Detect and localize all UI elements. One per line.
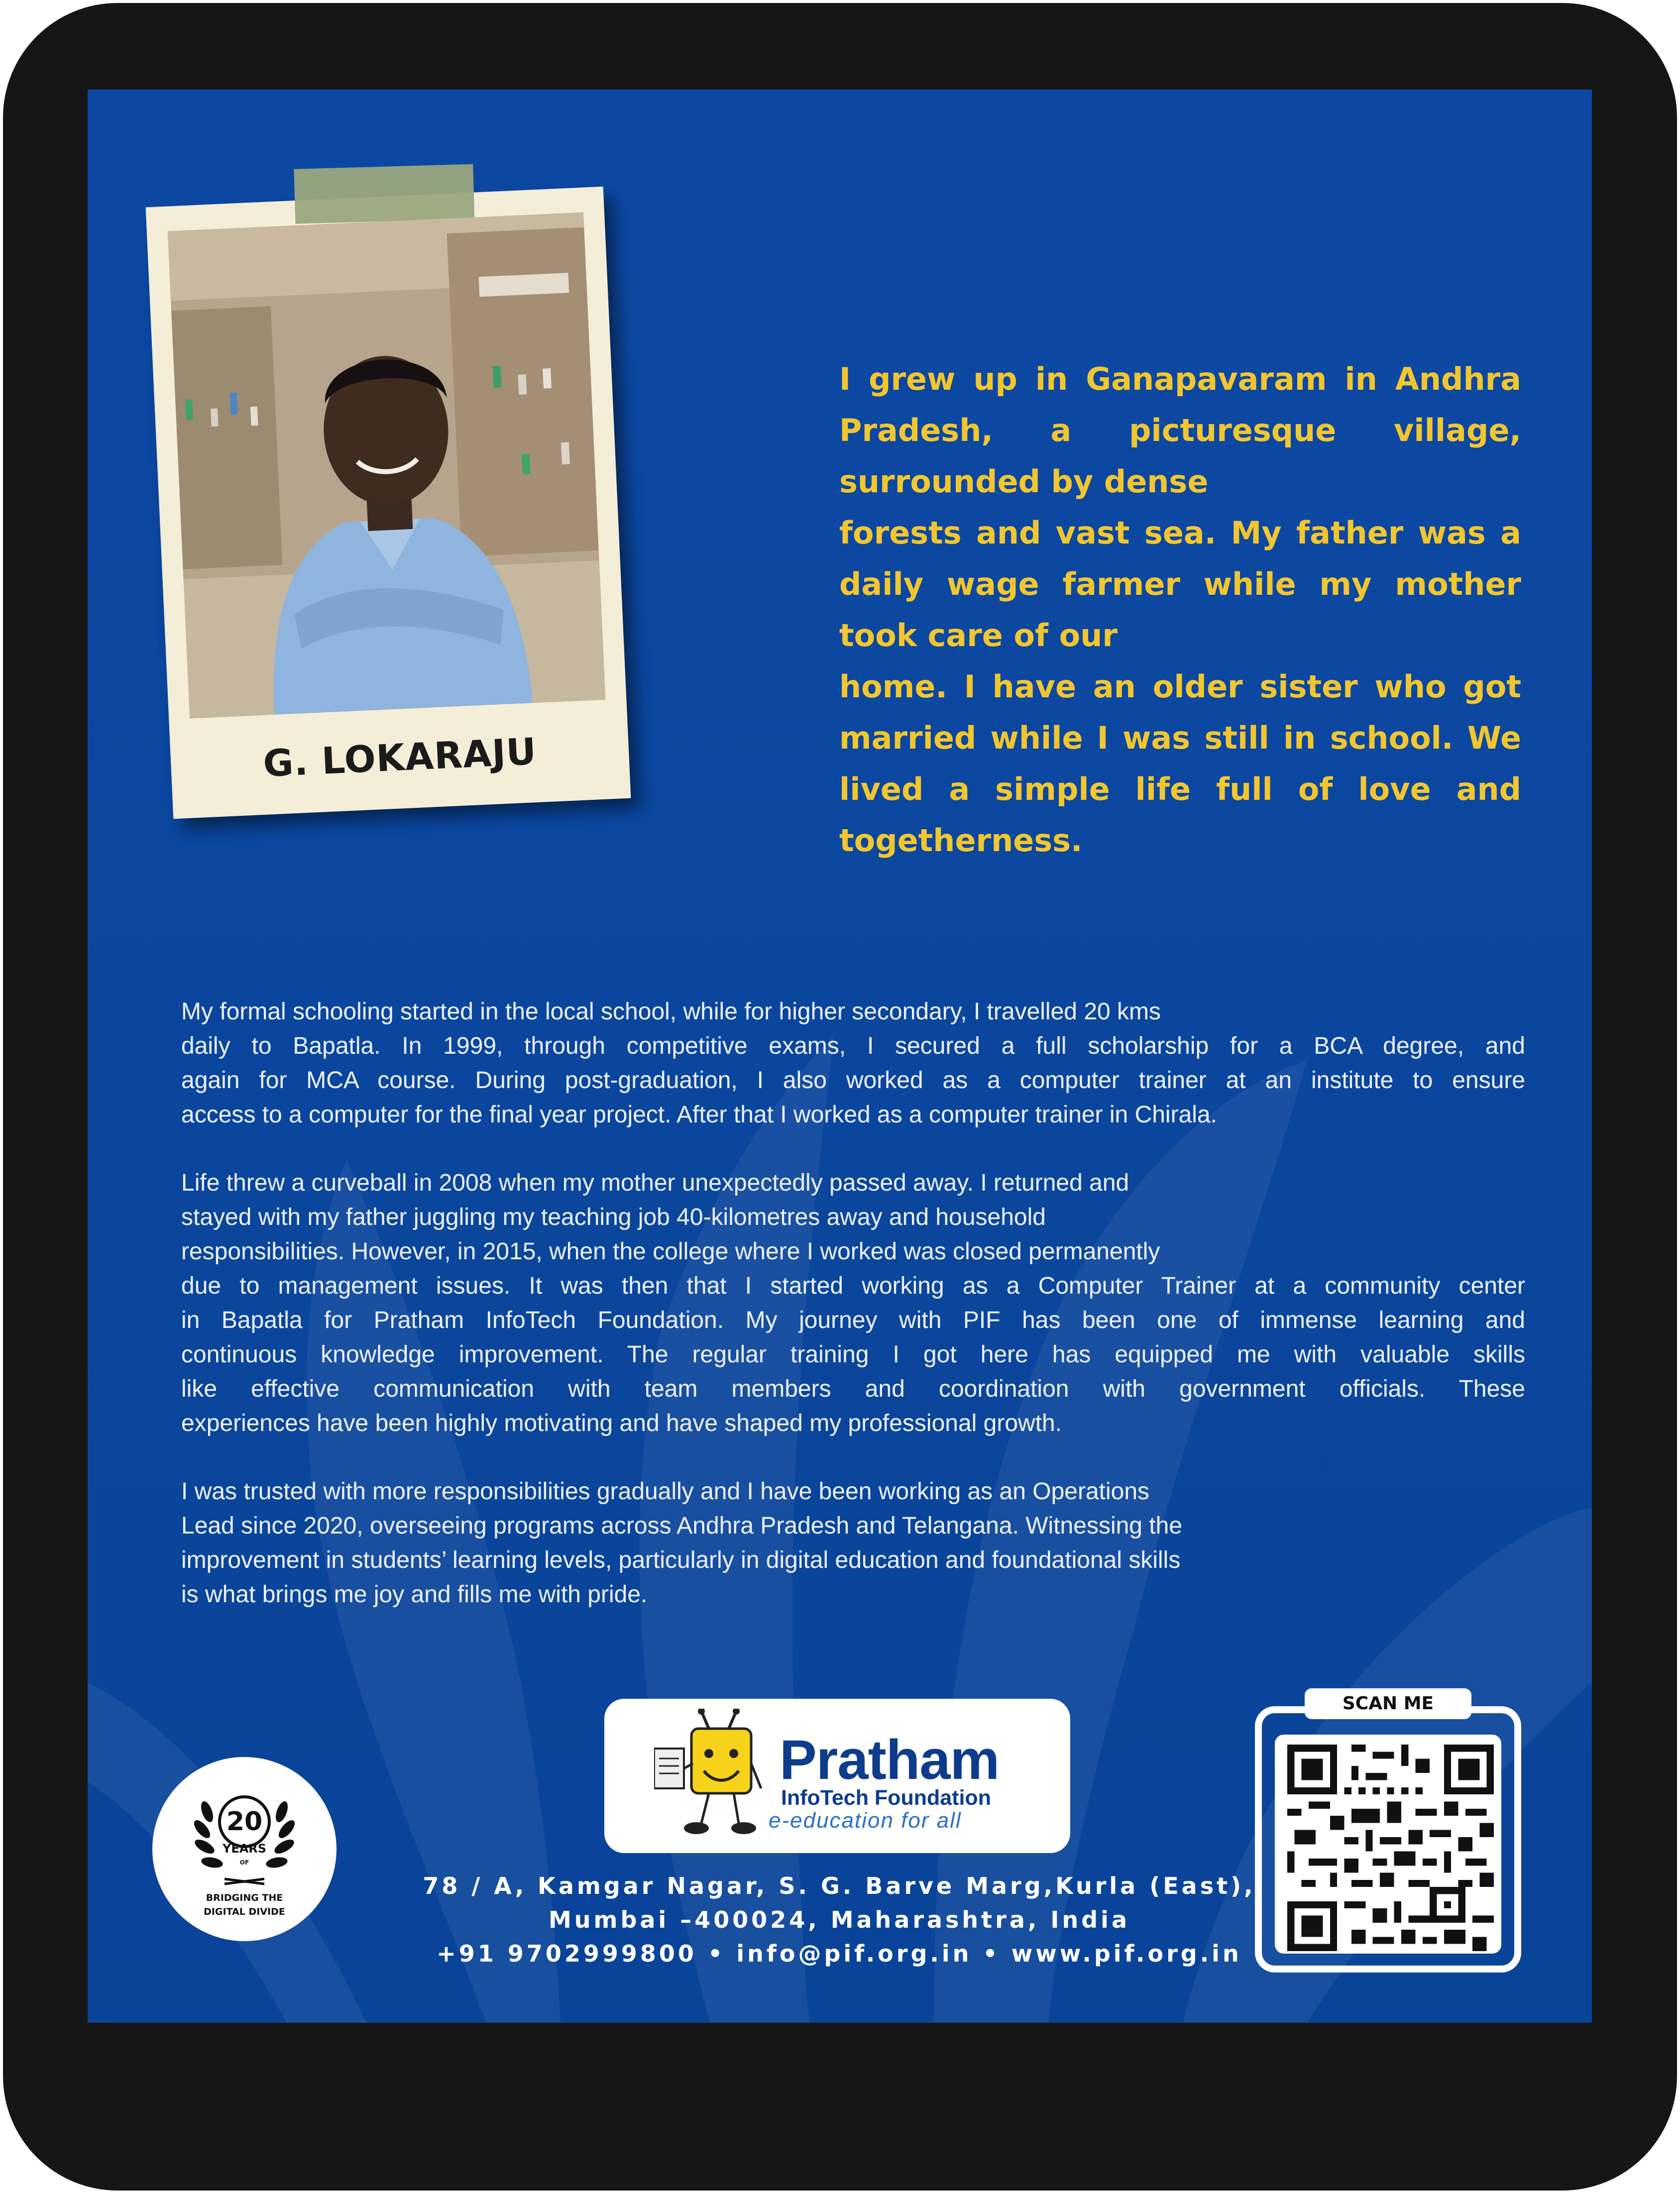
logo-tagline: e-education for all: [769, 1808, 962, 1833]
tape-strip: [294, 164, 474, 224]
blue-panel: [88, 90, 1592, 2023]
story-line: responsibilities. However, in 2015, when the college where I worked was closed permanently: [181, 1238, 1160, 1265]
story-paragraph-1: [181, 994, 1525, 1132]
story-line: daily to Bapatla. In 1999, through competitive exams, I secured a full scholarship for a BCA degree, and: [181, 1033, 1525, 1059]
address-line-3[interactable]: +91 9702999800 • info@pif.org.in • www.pif.org.in: [437, 1940, 1242, 1967]
story-line: stayed with my father juggling my teaching job 40-kilometres away and household: [181, 1204, 1046, 1230]
quote-block: [839, 353, 1521, 866]
polaroid-photo-card: [146, 187, 631, 819]
logo-title: Pratham: [780, 1729, 1000, 1791]
address-line-1: 78 / A, Kamgar Nagar, S. G. Barve Marg,Kurla (East),: [423, 1872, 1256, 1899]
quote-paragraph-2: forests and vast sea. My father was a daily wage farmer while my mother took care of our: [839, 515, 1521, 654]
story-line: Life threw a curveball in 2008 when my mother unexpectedly passed away. I returned and: [181, 1170, 1129, 1196]
address-line-2: Mumbai –400024, Maharashtra, India: [548, 1906, 1130, 1933]
quote-paragraph-1: I grew up in Ganapavaram in Andhra Pradesh, a picturesque village, surrounded by dense: [839, 361, 1521, 500]
badge-years: YEARS: [222, 1842, 267, 1856]
contact-address: [366, 1869, 1312, 1971]
story-line: access to a computer for the final year project. After that I worked as a computer trainer in Chirala.: [181, 1101, 1217, 1128]
logo-subtitle: InfoTech Foundation: [781, 1786, 991, 1810]
story-line: experiences have been highly motivating and have shaped my professional growth.: [181, 1410, 1062, 1436]
qr-code[interactable]: [1287, 1745, 1494, 1951]
story-line: improvement in students’ learning levels, particularly in digital education and foundational skills: [181, 1547, 1181, 1573]
profile-photo: [168, 213, 606, 719]
story-line: continuous knowledge improvement. The regular training I got here has equipped me with valuable skills: [181, 1341, 1525, 1368]
story-line: I was trusted with more responsibilities gradually and I have been working as an Operations: [181, 1478, 1150, 1505]
person-name: G. LOKARAJU: [262, 730, 538, 785]
story-paragraph-3: [181, 1474, 1525, 1612]
quote-paragraph-3: home. I have an older sister who got married while I was still in school. We lived a simple life full of love and togetherness.: [839, 668, 1521, 859]
pratham-logo-box[interactable]: [604, 1699, 1070, 1853]
badge-number: 20: [226, 1807, 263, 1837]
20-years-badge: [152, 1757, 336, 1941]
story-line: due to management issues. It was then that I started working as a Computer Trainer at a community center: [181, 1273, 1525, 1299]
story-line: My formal schooling started in the local school, while for higher secondary, I travelled 20 kms: [181, 998, 1161, 1025]
portrait-illustration: [168, 213, 606, 719]
mascot-icon: [654, 1709, 769, 1843]
story-text: [181, 994, 1525, 1646]
scan-me-label: SCAN ME: [1305, 1688, 1471, 1719]
story-line: like effective communication with team members and coordination with government officials. These: [181, 1376, 1525, 1402]
story-line: again for MCA course. During post-graduation, I also worked as a computer trainer at an institute to ensure: [181, 1067, 1525, 1094]
story-line: in Bapatla for Pratham InfoTech Foundation. My journey with PIF has been one of immense learning and: [181, 1307, 1525, 1333]
story-paragraph-2: [181, 1166, 1525, 1440]
story-line: is what brings me joy and fills me with pride.: [181, 1581, 648, 1608]
story-line: Lead since 2020, overseeing programs across Andhra Pradesh and Telangana. Witnessing the: [181, 1513, 1183, 1539]
badge-of: OF: [239, 1859, 249, 1866]
badge-tagline-2: DIGITAL DIVIDE: [204, 1906, 285, 1917]
badge-tagline-1: BRIDGING THE: [206, 1892, 283, 1903]
